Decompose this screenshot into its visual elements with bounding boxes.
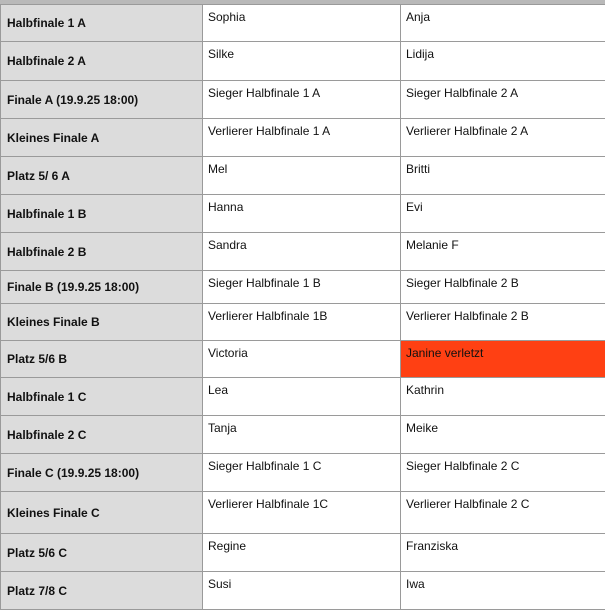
player-a-cell[interactable]: Mel — [203, 157, 401, 195]
tournament-schedule-table — [0, 4, 605, 610]
match-label[interactable]: Halbfinale 1 B — [1, 195, 203, 233]
table-row — [1, 233, 605, 271]
player-a-cell[interactable]: Regine — [203, 534, 401, 572]
player-b-cell[interactable]: Meike — [401, 416, 605, 454]
match-label[interactable]: Platz 5/ 6 A — [1, 157, 203, 195]
player-b-cell[interactable]: Verlierer Halbfinale 2 C — [401, 492, 605, 534]
table-row — [1, 304, 605, 341]
player-b-cell[interactable]: Evi — [401, 195, 605, 233]
match-label[interactable]: Halbfinale 2 A — [1, 42, 203, 81]
table-row — [1, 271, 605, 304]
player-b-cell[interactable]: Sieger Halbfinale 2 A — [401, 81, 605, 119]
player-b-cell[interactable]: Melanie F — [401, 233, 605, 271]
table-row — [1, 378, 605, 416]
table-row — [1, 416, 605, 454]
player-b-cell[interactable]: Sieger Halbfinale 2 C — [401, 454, 605, 492]
player-b-cell[interactable]: Britti — [401, 157, 605, 195]
table-row — [1, 157, 605, 195]
match-label[interactable]: Kleines Finale A — [1, 119, 203, 157]
match-label[interactable]: Kleines Finale C — [1, 492, 203, 534]
player-b-cell[interactable]: Anja — [401, 5, 605, 42]
match-label[interactable]: Halbfinale 2 B — [1, 233, 203, 271]
match-label[interactable]: Platz 7/8 C — [1, 572, 203, 610]
table-row — [1, 572, 605, 610]
injured-player-cell[interactable]: Janine verletzt — [401, 341, 605, 378]
player-a-cell[interactable]: Lea — [203, 378, 401, 416]
player-b-cell[interactable]: Verlierer Halbfinale 2 B — [401, 304, 605, 341]
player-a-cell[interactable]: Victoria — [203, 341, 401, 378]
player-a-cell[interactable]: Sieger Halbfinale 1 C — [203, 454, 401, 492]
player-b-cell[interactable]: Sieger Halbfinale 2 B — [401, 271, 605, 304]
player-b-cell[interactable]: Verlierer Halbfinale 2 A — [401, 119, 605, 157]
match-label[interactable]: Finale A (19.9.25 18:00) — [1, 81, 203, 119]
table-row — [1, 454, 605, 492]
table-row — [1, 534, 605, 572]
player-a-cell[interactable]: Sandra — [203, 233, 401, 271]
player-a-cell[interactable]: Tanja — [203, 416, 401, 454]
match-label[interactable]: Halbfinale 1 A — [1, 5, 203, 42]
player-a-cell[interactable]: Silke — [203, 42, 401, 81]
match-label[interactable]: Kleines Finale B — [1, 304, 203, 341]
player-b-cell[interactable]: Iwa — [401, 572, 605, 610]
player-b-cell[interactable]: Kathrin — [401, 378, 605, 416]
table-row — [1, 195, 605, 233]
player-a-cell[interactable]: Verlierer Halbfinale 1C — [203, 492, 401, 534]
player-a-cell[interactable]: Hanna — [203, 195, 401, 233]
match-label[interactable]: Halbfinale 2 C — [1, 416, 203, 454]
match-label[interactable]: Platz 5/6 C — [1, 534, 203, 572]
player-a-cell[interactable]: Susi — [203, 572, 401, 610]
table-row — [1, 5, 605, 42]
player-b-cell[interactable]: Lidija — [401, 42, 605, 81]
player-a-cell[interactable]: Sophia — [203, 5, 401, 42]
table-row — [1, 341, 605, 378]
table-row — [1, 42, 605, 81]
match-label[interactable]: Platz 5/6 B — [1, 341, 203, 378]
player-a-cell[interactable]: Verlierer Halbfinale 1 A — [203, 119, 401, 157]
player-a-cell[interactable]: Sieger Halbfinale 1 A — [203, 81, 401, 119]
table-row — [1, 81, 605, 119]
table-row — [1, 119, 605, 157]
match-label[interactable]: Halbfinale 1 C — [1, 378, 203, 416]
player-a-cell[interactable]: Sieger Halbfinale 1 B — [203, 271, 401, 304]
table-row — [1, 492, 605, 534]
match-label[interactable]: Finale B (19.9.25 18:00) — [1, 271, 203, 304]
player-b-cell[interactable]: Franziska — [401, 534, 605, 572]
player-a-cell[interactable]: Verlierer Halbfinale 1B — [203, 304, 401, 341]
match-label[interactable]: Finale C (19.9.25 18:00) — [1, 454, 203, 492]
